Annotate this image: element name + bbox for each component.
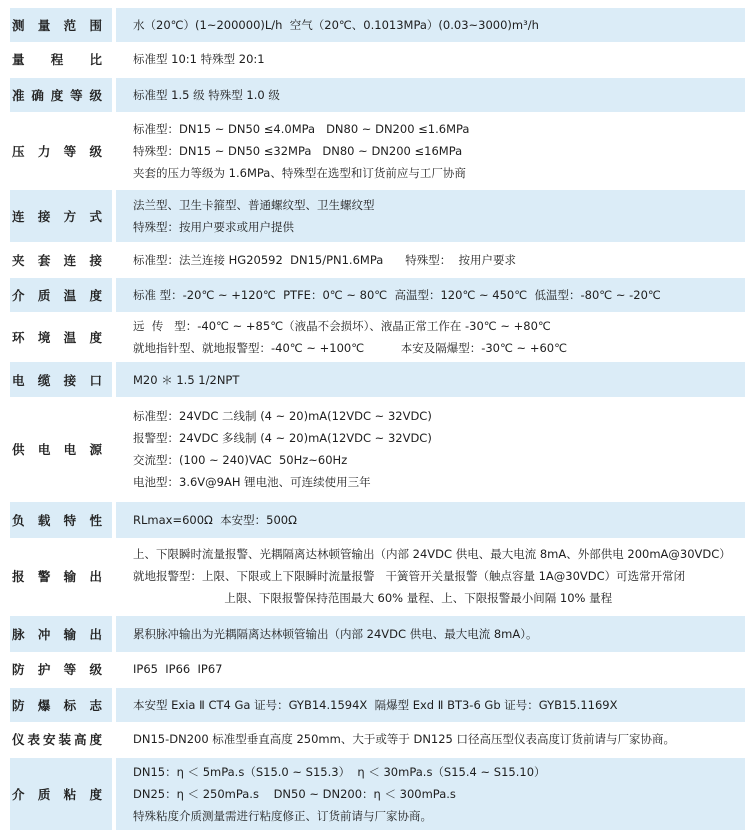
spec-value — [116, 78, 745, 112]
spec-value-line: 特殊型：按用户要求或用户提供 — [133, 220, 294, 234]
spec-value — [116, 190, 745, 242]
spec-row — [10, 8, 745, 42]
spec-label — [10, 312, 112, 362]
spec-label-text: 介质粘度 — [12, 787, 102, 802]
spec-value-line: 电池型：3.6V@9AH 锂电池、可连续使用三年 — [133, 474, 371, 489]
spec-row — [10, 42, 745, 76]
spec-value-line: 本安型 Exia Ⅱ CT4 Ga 证号：GYB14.1594X 隔爆型 Exd Ⅱ BT3-6 Gb 证号：GYB15.1169X — [133, 698, 618, 712]
spec-value-line: 标准型：法兰连接 HG20592 DN15/PN1.6MPa 特殊型： 按用户要求 — [133, 252, 517, 267]
spec-value-line: 交流型：(100 ~ 240)VAC 50Hz~60Hz — [133, 452, 348, 467]
spec-label — [10, 652, 112, 686]
spec-row — [10, 78, 745, 112]
spec-value-line: 上、下限瞬时流量报警、光耦隔离达林顿管输出（内部 24VDC 供电、最大电流 8mA、外部供电 200mA@30VDC） — [133, 547, 731, 561]
spec-label-text: 介质温度 — [12, 288, 102, 303]
spec-row — [10, 190, 745, 242]
spec-label — [10, 758, 112, 830]
spec-row — [10, 538, 745, 614]
spec-value-line: 就地报警型：上限、下限或上下限瞬时流量报警 干簧管开关量报警（触点容量 1A@30VDC）可选常开常闭 — [133, 569, 686, 583]
spec-label — [10, 278, 112, 312]
spec-label-text: 压力等级 — [12, 144, 102, 159]
spec-value-line: RLmax=600Ω 本安型：500Ω — [133, 513, 297, 527]
spec-value — [116, 312, 745, 362]
spec-row — [10, 312, 745, 362]
spec-value-line: 报警型：24VDC 多线制 (4 ~ 20)mA(12VDC ~ 32VDC) — [133, 430, 432, 445]
spec-value — [116, 502, 745, 538]
spec-value-line: 水（20℃）(1~200000)L/h 空气（20℃、0.1013MPa）(0.03~3000)m³/h — [133, 18, 539, 32]
spec-value — [116, 758, 745, 830]
spec-row — [10, 652, 745, 686]
spec-value-line: DN15-DN200 标准型垂直高度 250mm、大于或等于 DN125 口径高压型仪表高度订货前请与厂家协商。 — [133, 732, 676, 746]
spec-value — [116, 397, 745, 500]
spec-label — [10, 362, 112, 397]
spec-value-line: 累积脉冲输出为光耦隔离达林顿管输出（内部 24VDC 供电、最大电流 8mA）。 — [133, 627, 538, 641]
spec-value — [116, 652, 745, 686]
spec-row — [10, 758, 745, 830]
spec-label — [10, 538, 112, 614]
spec-value-line: IP65 IP66 IP67 — [133, 662, 223, 676]
spec-value-line: 标准型：DN15 ~ DN50 ≤4.0MPa DN80 ~ DN200 ≤1.6MPa — [133, 122, 470, 136]
spec-value — [116, 688, 745, 722]
spec-label-text: 负载特性 — [12, 513, 102, 528]
spec-row — [10, 616, 745, 652]
spec-value-line: 标准型 10:1 特殊型 20:1 — [133, 52, 265, 66]
spec-row — [10, 242, 745, 277]
spec-label — [10, 397, 112, 500]
spec-label-text: 量程比 — [12, 52, 102, 67]
spec-label-text: 夹套连接 — [12, 252, 102, 268]
spec-label — [10, 8, 112, 42]
spec-label-text: 脉冲输出 — [12, 627, 102, 642]
spec-label-text: 防爆标志 — [12, 698, 102, 713]
spec-label-text: 供电电源 — [12, 441, 102, 457]
spec-value-line: 特殊粘度介质测量需进行粘度修正、订货前请与厂家协商。 — [133, 809, 432, 823]
spec-label — [10, 722, 112, 756]
spec-label — [10, 242, 112, 277]
spec-row — [10, 688, 745, 722]
spec-value — [116, 722, 745, 756]
spec-value-line: 标准型：24VDC 二线制 (4 ~ 20)mA(12VDC ~ 32VDC) — [133, 408, 432, 423]
spec-row — [10, 362, 745, 397]
spec-row — [10, 278, 745, 312]
spec-value-line: DN25：η ＜ 250mPa.s DN50 ~ DN200：η ＜ 300mPa.s — [133, 787, 456, 801]
spec-value-line: 标准 型：-20℃ ~ +120℃ PTFE：0℃ ~ 80℃ 高温型：120℃ ~ 450℃ 低温型：-80℃ ~ -20℃ — [133, 288, 661, 302]
spec-label-text: 仪表安装高度 — [12, 732, 102, 747]
spec-row — [10, 112, 745, 190]
spec-value-line: 上限、下限报警保持范围最大 60% 量程、上、下限报警最小间隔 10% 量程 — [133, 591, 613, 605]
spec-label-text: 报警输出 — [12, 569, 102, 584]
spec-value-line: 标准型 1.5 级 特殊型 1.0 级 — [133, 88, 280, 102]
spec-value-line: DN15：η ＜ 5mPa.s（S15.0 ~ S15.3） η ＜ 30mPa.s（S15.4 ~ S15.10） — [133, 765, 546, 779]
spec-label — [10, 190, 112, 242]
spec-row — [10, 397, 745, 500]
spec-row — [10, 722, 745, 756]
spec-label-text: 连接方式 — [12, 209, 102, 224]
spec-label — [10, 78, 112, 112]
spec-label — [10, 112, 112, 190]
spec-label — [10, 502, 112, 538]
spec-value — [116, 362, 745, 397]
spec-value-line: 特殊型：DN15 ~ DN50 ≤32MPa DN80 ~ DN200 ≤16MPa — [133, 144, 463, 158]
spec-label — [10, 688, 112, 722]
spec-label-text: 防护等级 — [12, 662, 102, 677]
spec-value — [116, 538, 745, 614]
spec-label-text: 环境温度 — [12, 330, 102, 345]
spec-value — [116, 242, 745, 277]
spec-value-line: 就地指针型、就地报警型：-40℃ ~ +100℃ 本安及隔爆型：-30℃ ~ +60℃ — [133, 341, 568, 355]
spec-value-line: M20 ＊ 1.5 1/2NPT — [133, 372, 240, 387]
spec-value — [116, 8, 745, 42]
spec-value-line: 夹套的压力等级为 1.6MPa、特殊型在选型和订货前应与工厂协商 — [133, 166, 466, 180]
spec-value — [116, 112, 745, 190]
spec-label-text: 测量范围 — [12, 18, 102, 33]
spec-value — [116, 42, 745, 76]
spec-value-line: 法兰型、卫生卡箍型、普通螺纹型、卫生螺纹型 — [133, 198, 375, 212]
spec-label-text: 准确度等级 — [12, 88, 102, 103]
spec-label — [10, 616, 112, 652]
spec-label — [10, 42, 112, 76]
spec-value-line: 远 传 型：-40℃ ~ +85℃（液晶不会损坏）、液晶正常工作在 -30℃ ~ +80℃ — [133, 319, 551, 333]
spec-value — [116, 616, 745, 652]
spec-row — [10, 502, 745, 538]
spec-value — [116, 278, 745, 312]
spec-label-text: 电缆接口 — [12, 372, 102, 388]
